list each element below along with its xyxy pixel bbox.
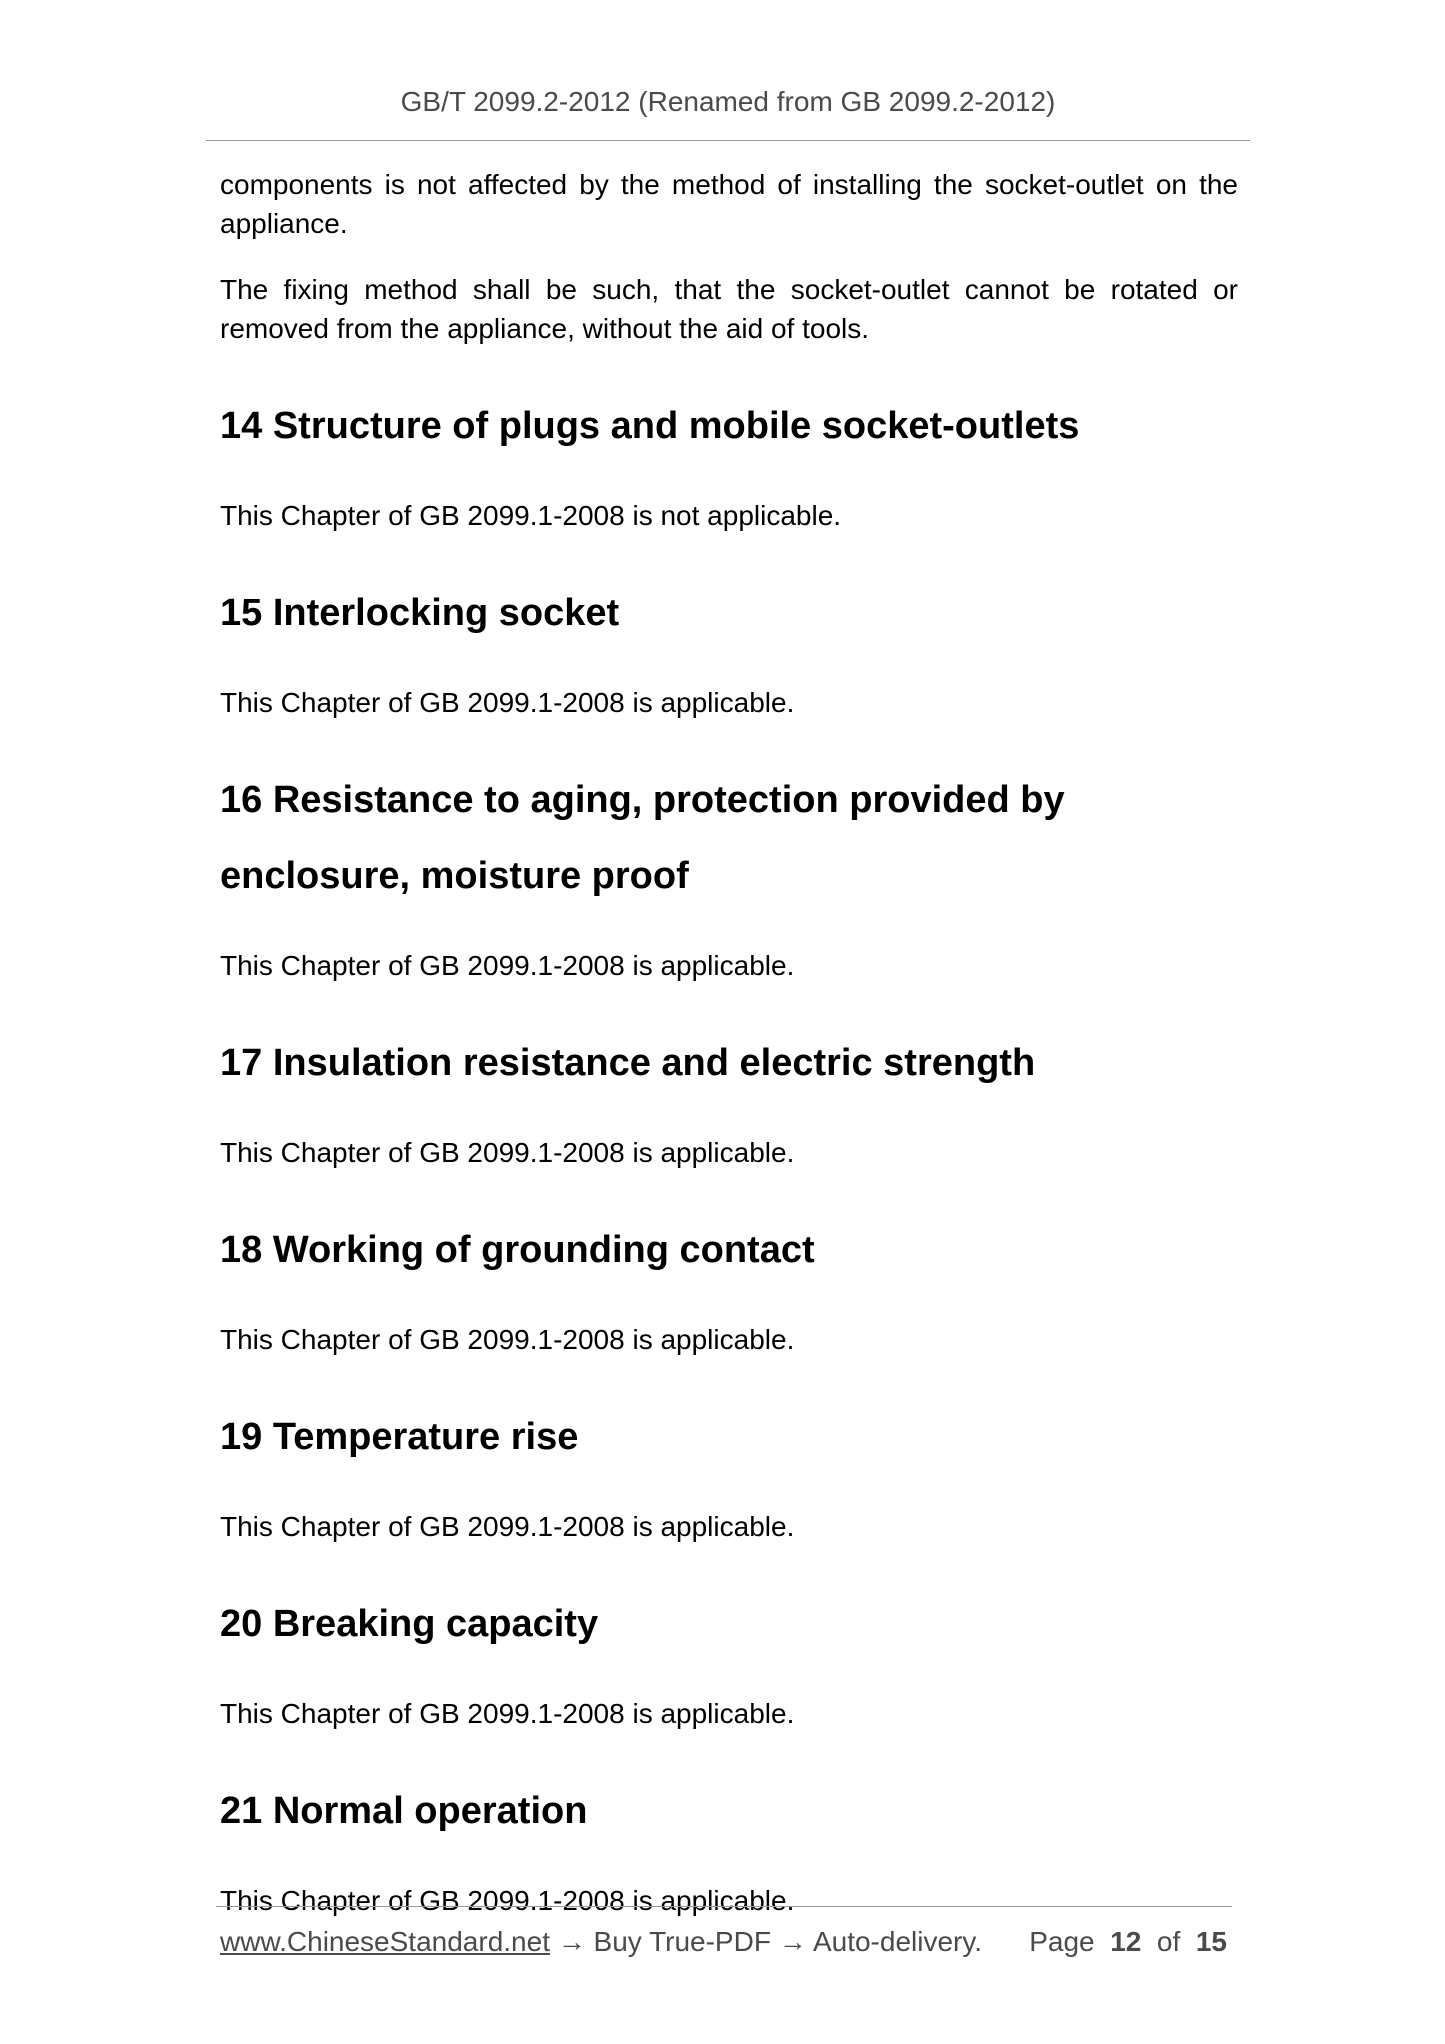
delivery-text: Auto-delivery. — [812, 1926, 983, 1957]
arrow-icon: → — [778, 1926, 807, 1957]
section-20-body: This Chapter of GB 2099.1-2008 is applicable. — [220, 1698, 795, 1729]
section-14-title: 14 Structure of plugs and mobile socket-outlets — [220, 405, 1080, 447]
section-21-body: This Chapter of GB 2099.1-2008 is applicable. — [220, 1885, 795, 1916]
site-link[interactable]: www.ChineseStandard.net — [220, 1926, 550, 1957]
intro-paragraph-2: The fixing method shall be such, that the socket-outlet cannot be rotated or removed from the appliance, without the aid of tools. — [220, 274, 1238, 344]
section-21-title: 21 Normal operation — [220, 1790, 588, 1832]
section-18-title: 18 Working of grounding contact — [220, 1229, 815, 1271]
section-15-title: 15 Interlocking socket — [220, 592, 620, 634]
arrow-icon: → — [557, 1926, 586, 1957]
section-15-body: This Chapter of GB 2099.1-2008 is applicable. — [220, 687, 795, 718]
footer-divider — [216, 1906, 1232, 1907]
section-17-body: This Chapter of GB 2099.1-2008 is applicable. — [220, 1137, 795, 1168]
page-total: 15 — [1195, 1926, 1227, 1957]
section-20-title: 20 Breaking capacity — [220, 1603, 599, 1645]
page-indicator — [1029, 1926, 1227, 1958]
running-header: GB/T 2099.2-2012 (Renamed from GB 2099.2-2012) — [400, 86, 1056, 117]
section-19-title: 19 Temperature rise — [220, 1416, 579, 1458]
of-label: of — [1156, 1926, 1181, 1957]
section-17-title: 17 Insulation resistance and electric strength — [220, 1042, 1036, 1084]
page-footer — [220, 1926, 1232, 1958]
section-19-body: This Chapter of GB 2099.1-2008 is applicable. — [220, 1511, 795, 1542]
section-14-body: This Chapter of GB 2099.1-2008 is not applicable. — [220, 500, 842, 531]
intro-paragraph-1: components is not affected by the method of installing the socket-outlet on the appliance. — [220, 169, 1238, 239]
page-label: Page — [1029, 1926, 1095, 1957]
section-16-body: This Chapter of GB 2099.1-2008 is applicable. — [220, 950, 795, 981]
section-18-body: This Chapter of GB 2099.1-2008 is applicable. — [220, 1324, 795, 1355]
header-divider — [206, 140, 1250, 141]
page-current: 12 — [1110, 1926, 1142, 1957]
page-content — [220, 165, 1238, 1920]
buy-text: Buy True-PDF — [593, 1926, 771, 1957]
section-16-title: 16 Resistance to aging, protection provided by enclosure, moisture proof — [220, 779, 1065, 897]
